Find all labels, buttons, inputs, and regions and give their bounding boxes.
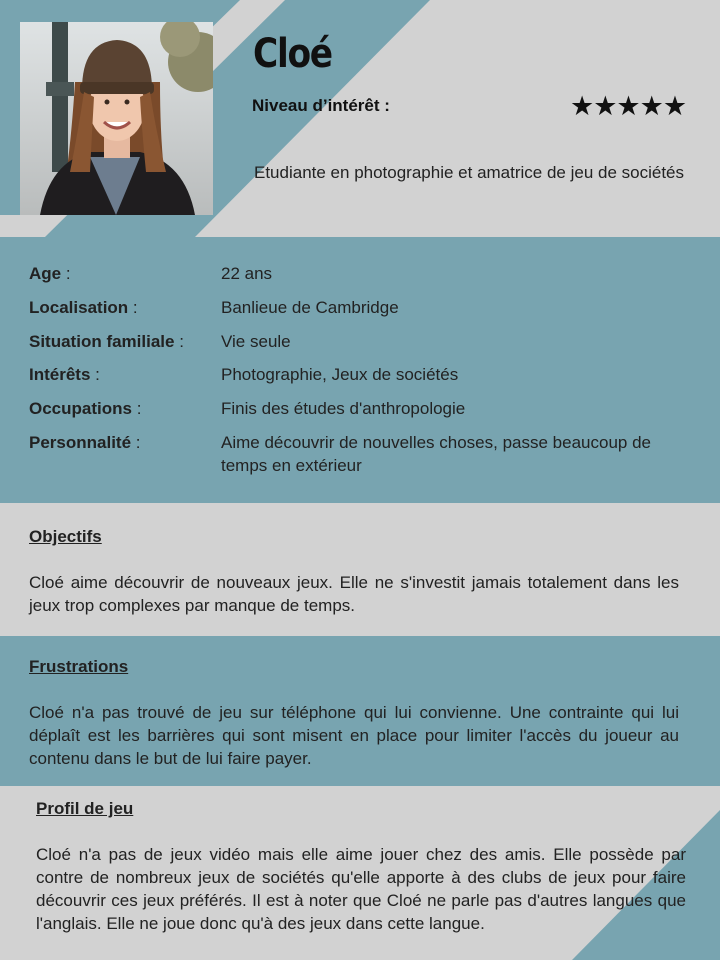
profil-de-jeu-section — [36, 797, 686, 935]
frustrations-section — [29, 655, 679, 770]
info-label: Localisation : — [29, 297, 138, 317]
info-table — [29, 262, 689, 488]
frustrations-text: Cloé n'a pas trouvé de jeu sur téléphone qui lui convienne. Une contrainte qui lui déplaît est les barrières qui sont misent en place pour limiter l'accès du joueur au contenu dans le but de lui faire payer. — [29, 703, 679, 768]
info-row-interets — [29, 363, 689, 386]
info-label: Age : — [29, 264, 71, 283]
profil-de-jeu-text: Cloé n'a pas de jeux vidéo mais elle aime jouer chez des amis. Elle possède par contre de nombreux jeux de sociétés qu'elle apporte à des clubs de jeux pour faire découvrir ces jeux préférés. Il est à noter que Cloé ne parle pas d'autres langues que l'anglais. Elle ne joue donc qu'à des jeux dans cette langue. — [36, 845, 686, 933]
profile-photo-illustration — [20, 22, 213, 215]
info-row-localisation — [29, 296, 689, 319]
interest-level-label: Niveau d’intérêt : — [252, 96, 390, 115]
info-label: Personnalité : — [29, 432, 141, 452]
info-label: Situation familiale : — [29, 331, 184, 351]
profile-photo — [20, 22, 213, 215]
profil-de-jeu-heading: Profil de jeu — [36, 799, 134, 818]
info-row-age — [29, 262, 689, 285]
interest-rating-stars: ★★★★★ — [570, 91, 687, 122]
info-value: Finis des études d'anthropologie — [221, 399, 466, 419]
info-row-occupations — [29, 397, 689, 420]
info-value: Vie seule — [221, 331, 291, 351]
info-value: Banlieue de Cambridge — [221, 297, 399, 317]
info-row-personnalite — [29, 431, 689, 477]
info-value: Photographie, Jeux de sociétés — [221, 365, 459, 385]
persona-tagline: Etudiante en photographie et amatrice de jeu de sociétés — [254, 163, 685, 182]
info-row-situation — [29, 330, 689, 353]
info-label: Intérêts : — [29, 365, 100, 385]
objectifs-heading: Objectifs — [29, 527, 102, 546]
persona-name: Cloé — [253, 31, 332, 77]
info-value: Aime découvrir de nouvelles choses, passe beaucoup de temps en extérieur — [221, 432, 651, 475]
frustrations-heading: Frustrations — [29, 657, 129, 676]
objectifs-text: Cloé aime découvrir de nouveaux jeux. Elle ne s'investit jamais totalement dans les jeux trop complexes par manque de temps. — [29, 573, 679, 615]
info-value: 22 ans — [221, 264, 273, 283]
info-label: Occupations : — [29, 399, 142, 419]
objectifs-section — [29, 525, 679, 617]
